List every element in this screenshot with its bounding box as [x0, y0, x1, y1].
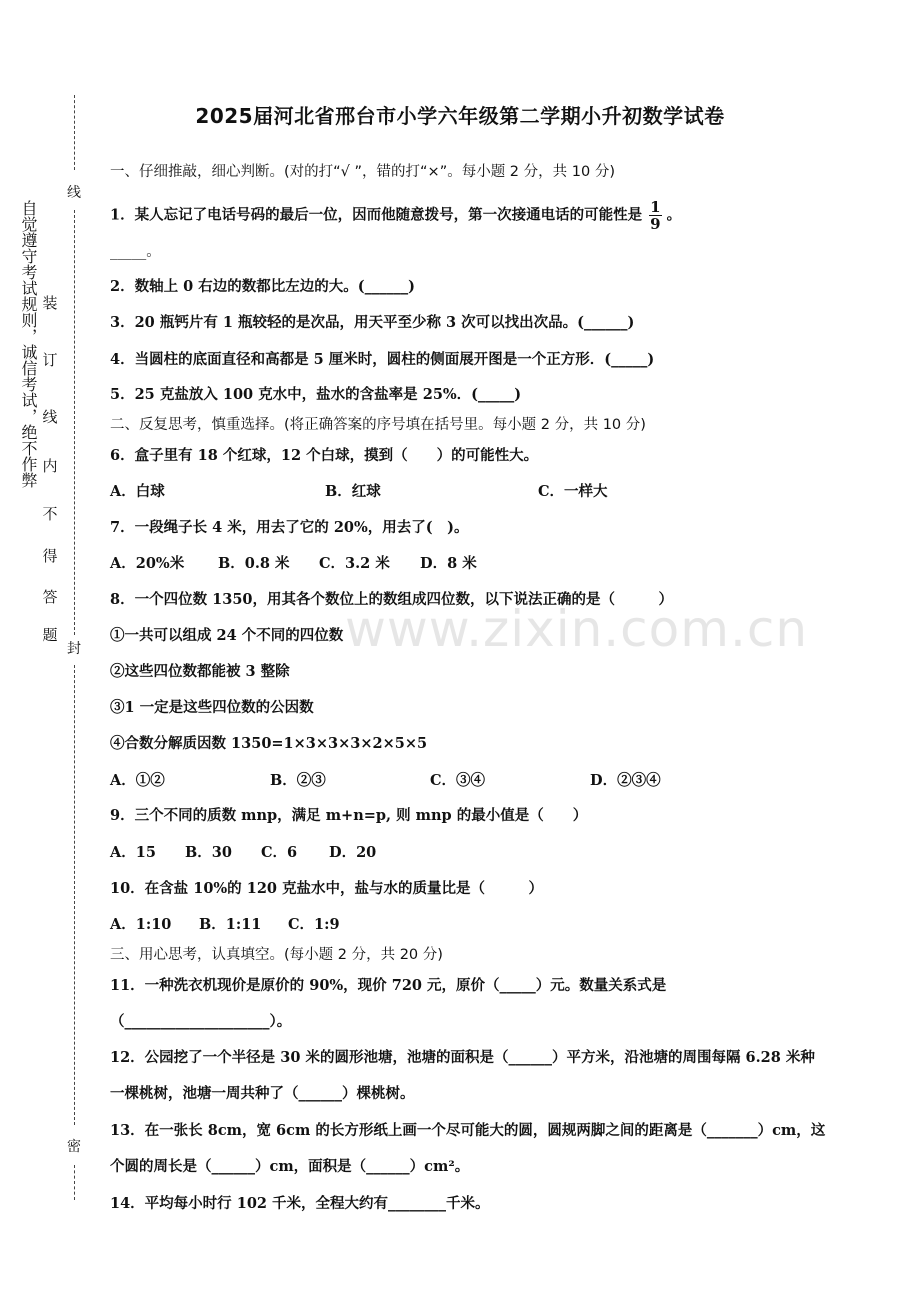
fraction-denominator: 9 [650, 215, 661, 233]
margin-col-char: 不 [42, 505, 58, 523]
option-c[interactable]: C．③④ [430, 772, 486, 789]
fraction-one-ninth [649, 199, 661, 232]
binding-dash-line-bottom [74, 1165, 75, 1200]
margin-col-char: 订 [42, 351, 58, 369]
question-13-continued: 个圆的周长是（______）cm，面积是（______）cm²。 [110, 1158, 470, 1175]
binding-dash-line-middle [74, 210, 75, 635]
margin-col-char: 装 [42, 294, 58, 312]
option-c[interactable]: C．3.2 米 [319, 555, 390, 572]
option-a[interactable]: A．15 [110, 844, 156, 861]
option-c[interactable]: C．6 [261, 844, 298, 861]
question-8-statement-4: ④合数分解质因数 1350=1×3×3×3×2×5×5 [110, 735, 428, 752]
watermark: www.zixin.com.cn [345, 600, 809, 658]
question-4: 4．当圆柱的底面直径和高都是 5 厘米时，圆柱的侧面展开图是一个正方形．(_____) [110, 351, 655, 368]
question-8: 8．一个四位数 1350，用其各个数位上的数组成四位数，以下说法正确的是（ ） [110, 591, 673, 608]
question-8-statement-1: ①一共可以组成 24 个不同的四位数 [110, 627, 344, 644]
question-6: 6．盒子里有 18 个红球，12 个白球，摸到（ ）的可能性大。 [110, 447, 539, 464]
question-10-options [110, 915, 340, 935]
option-a[interactable]: A．①② [110, 772, 165, 789]
margin-char-xian: 线 [67, 185, 81, 201]
exam-honesty-notice: 自觉遵守考试规则，诚信考试，绝不作弊 [19, 200, 38, 488]
question-14: 14．平均每小时行 102 千米，全程大约有________千米。 [110, 1195, 490, 1212]
margin-col-char: 线 [42, 408, 58, 426]
option-d[interactable]: D．②③④ [590, 772, 661, 789]
margin-col-char: 题 [42, 626, 58, 644]
option-b[interactable]: B．1:11 [199, 916, 262, 933]
option-a[interactable]: A．1:10 [110, 916, 172, 933]
question-7: 7．一段绳子长 4 米，用去了它的 20%，用去了( )。 [110, 519, 469, 536]
margin-col-char: 得 [42, 547, 58, 565]
page-title: 2025届河北省邢台市小学六年级第二学期小升初数学试卷 [195, 104, 725, 128]
option-b[interactable]: B．30 [185, 844, 232, 861]
option-d[interactable]: D．20 [329, 844, 377, 861]
section-heading-1: 一、仔细推敲，细心判断。(对的打“√ ”，错的打“×”。每小题 2 分，共 10 分) [110, 164, 615, 180]
question-1-answer-blank[interactable]: _____。 [110, 244, 161, 260]
question-8-statement-3: ③1 一定是这些四位数的公因数 [110, 699, 314, 716]
section-heading-3: 三、用心思考，认真填空。(每小题 2 分，共 20 分) [110, 947, 443, 963]
question-13: 13．在一张长 8cm，宽 6cm 的长方形纸上画一个尽可能大的圆，圆规两脚之间的距离是（_______）cm，这 [110, 1122, 826, 1139]
option-a[interactable]: A．白球 [110, 483, 165, 500]
question-12-continued: 一棵桃树，池塘一周共种了（______）棵桃树。 [110, 1085, 415, 1102]
question-7-options [110, 554, 477, 574]
option-b[interactable]: B．②③ [270, 772, 326, 789]
question-8-statement-2: ②这些四位数都能被 3 整除 [110, 663, 290, 680]
question-12: 12．公园挖了一个半径是 30 米的圆形池塘，池塘的面积是（______）平方米，沿池塘的周围每隔 6.28 米种 [110, 1049, 815, 1066]
question-11: 11．一种洗衣机现价是原价的 90%，现价 720 元，原价（_____）元。数量关系式是 [110, 977, 667, 994]
question-6-options [110, 482, 608, 502]
question-3: 3．20 瓶钙片有 1 瓶较轻的是次品，用天平至少称 3 次可以找出次品。(______) [110, 314, 635, 331]
question-1 [110, 199, 681, 232]
option-b[interactable]: B．0.8 米 [218, 555, 290, 572]
section-heading-2: 二、反复思考，慎重选择。(将正确答案的序号填在括号里。每小题 2 分，共 10 分) [110, 417, 646, 433]
binding-dash-line-lower [74, 665, 75, 1125]
question-8-options [110, 771, 661, 791]
question-1-text: 1．某人忘记了电话号码的最后一位，因而他随意拨号，第一次接通电话的可能性是 [110, 206, 643, 224]
margin-char-feng: 封 [67, 641, 81, 657]
question-9-options [110, 843, 376, 863]
margin-col-char: 内 [42, 457, 58, 475]
option-b[interactable]: B．红球 [325, 483, 381, 500]
question-9: 9．三个不同的质数 mnp，满足 m+n=p, 则 mnp 的最小值是（ ） [110, 807, 588, 824]
margin-col-char: 答 [42, 588, 58, 606]
option-c[interactable]: C．1:9 [288, 916, 340, 933]
question-2: 2．数轴上 0 右边的数都比左边的大。(______) [110, 278, 415, 295]
fraction-numerator: 1 [650, 198, 661, 216]
question-10: 10．在含盐 10%的 120 克盐水中，盐与水的质量比是（ ） [110, 880, 544, 897]
option-c[interactable]: C．一样大 [538, 483, 608, 500]
question-1-end: 。 [666, 206, 682, 224]
option-d[interactable]: D．8 米 [420, 555, 477, 572]
option-a[interactable]: A．20%米 [110, 555, 185, 572]
question-5: 5．25 克盐放入 100 克水中，盐水的含盐率是 25%．(_____) [110, 386, 522, 403]
margin-char-mi: 密 [67, 1139, 81, 1155]
question-11-continued: （____________________）。 [110, 1013, 292, 1030]
